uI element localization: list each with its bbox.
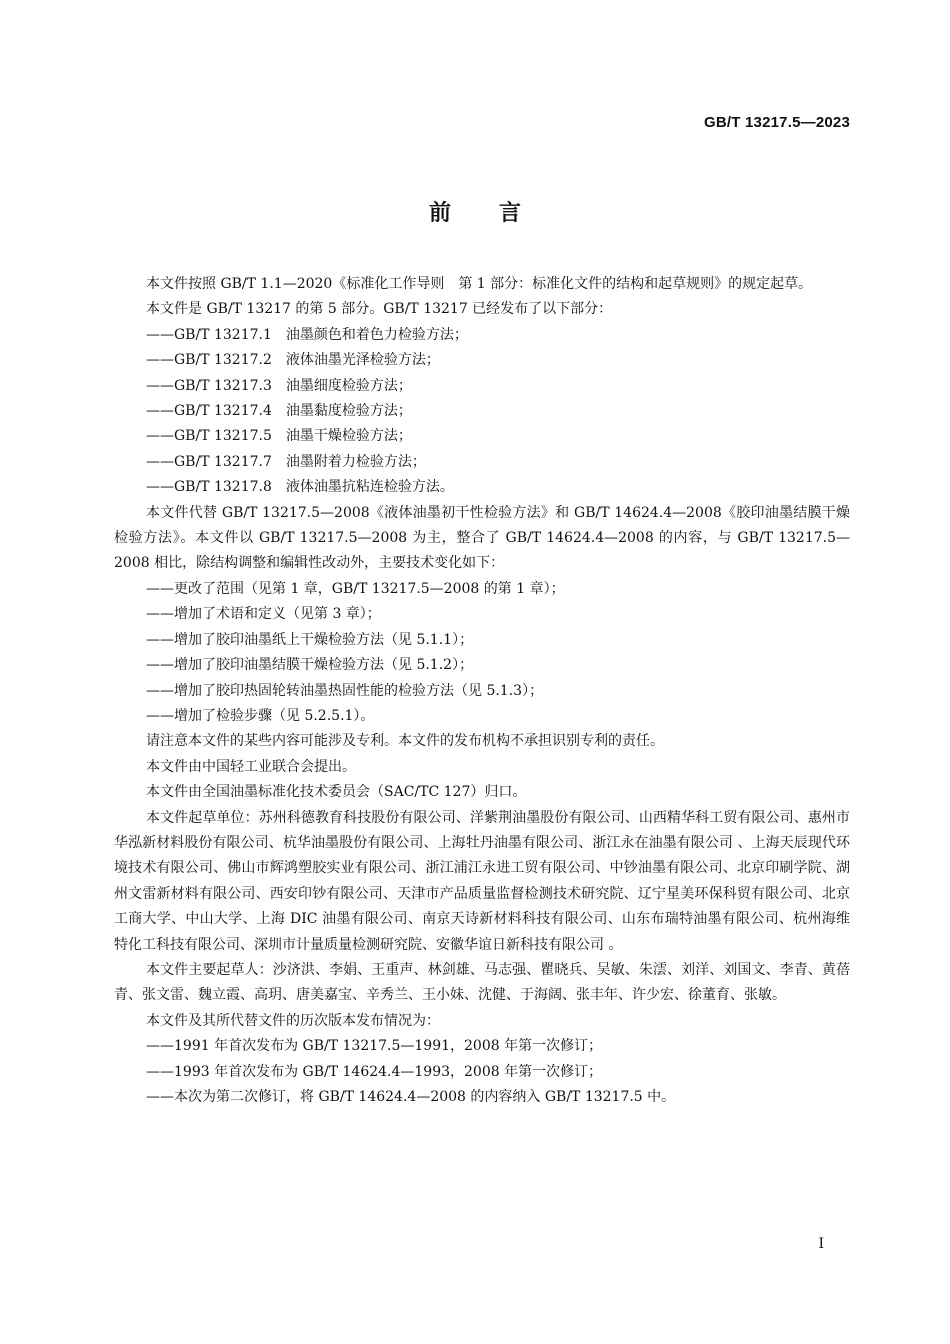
list-item-part-1: ——GB/T 13217.1 油墨颜色和着色力检验方法； (146, 326, 468, 343)
list-item-part-5: ——GB/T 13217.5 油墨干燥检验方法； (146, 428, 412, 445)
paragraph-proposer: 本文件由中国轻工业联合会提出。 (146, 758, 356, 775)
list-item-part-8: ——GB/T 13217.8 液体油墨抗粘连检验方法。 (146, 479, 454, 496)
paragraph-committee: 本文件由全国油墨标准化技术委员会（SAC/TC 127）归口。 (146, 784, 527, 801)
list-item-history-current: ——本次为第二次修订，将 GB/T 14624.4—2008 的内容纳入 GB/T 13217.5 中。 (146, 1089, 676, 1105)
page-title: 前言 (428, 201, 569, 226)
list-item-change-terms: ——增加了术语和定义（见第 3 章）； (146, 606, 381, 623)
list-item-change-5-2-5-1: ——增加了检验步骤（见 5.2.5.1）。 (146, 707, 375, 724)
paragraph-part-info: 本文件是 GB/T 13217 的第 5 部分。GB/T 13217 已经发布了以下部分： (146, 301, 613, 318)
paragraph-drafting-units: 本文件起草单位：苏州科德教育科技股份有限公司、洋紫荆油墨股份有限公司、山西精华科工贸有限公司、惠州市华泓新材料股份有限公司、杭华油墨股份有限公司、上海牡丹油墨有限公司、浙江永在油墨有限公司 、上海天辰现代环境技术有限公司、佛山市辉鸿塑胶实业有限公司、浙江浦江永进工贸有限公司、中钞油墨有限公司、北京印刷学院、湖州文雷新材料有限公司、西安印钞有限公司、天津市产品质量监督检测技术研究院、辽宁星美环保科贸有限公司、北京工商大学、中山大学、上海 DIC 油墨有限公司、南京天诗新材料科技有限公司、山东布瑞特油墨有限公司、杭州海维特化工科技有限公司、深圳市计量质量检测研究院、安徽华谊日新科技有限公司 。 (114, 809, 850, 953)
list-item-history-1991: ——1991 年首次发布为 GB/T 13217.5—1991，2008 年第一次修订； (146, 1038, 603, 1055)
list-item-part-3: ——GB/T 13217.3 油墨细度检验方法； (146, 377, 412, 394)
list-item-change-5-1-1: ——增加了胶印油墨纸上干燥检验方法（见 5.1.1）； (146, 631, 474, 648)
list-item-change-5-1-3: ——增加了胶印热固轮转油墨热固性能的检验方法（见 5.1.3）； (146, 682, 544, 699)
paragraph-history-intro: 本文件及其所代替文件的历次版本发布情况为： (146, 1012, 440, 1029)
paragraph-drafters: 本文件主要起草人：沙济洪、李娟、王重声、林剑雄、马志强、瞿晓兵、吴敏、朱澐、刘洋、刘国文、李青、黄蓓青、张文雷、魏立霞、高玥、唐美嘉宝、辛秀兰、王小妹、沈健、于海阔、张丰年、许少宏、徐董育、张敏。 (114, 961, 850, 1004)
list-item-part-4: ——GB/T 13217.4 油墨黏度检验方法； (146, 403, 412, 420)
list-item-history-1993: ——1993 年首次发布为 GB/T 14624.4—1993，2008 年第一次修订； (146, 1063, 603, 1080)
list-item-change-5-1-2: ——增加了胶印油墨结膜干燥检验方法（见 5.1.2）； (146, 657, 474, 674)
paragraph-replacement: 本文件代替 GB/T 13217.5—2008《液体油墨初干性检验方法》和 GB/T 14624.4—2008《胶印油墨结膜干燥检验方法》。本文件以 GB/T 13217.5—2008 为主，整合了 GB/T 14624.4—2008 的内容，与 GB/T 13217.5—2008 相比，除结构调整和编辑性改动外，主要技术变化如下： (114, 504, 850, 572)
paragraph-patent-notice: 请注意本文件的某些内容可能涉及专利。本文件的发布机构不承担识别专利的责任。 (146, 733, 664, 750)
foreword-body (114, 272, 850, 1110)
page-number: I (818, 1236, 824, 1252)
paragraph-drafting-rules: 本文件按照 GB/T 1.1—2020《标准化工作导则 第 1 部分：标准化文件的结构和起草规则》的规定起草。 (146, 276, 813, 292)
list-item-part-2: ——GB/T 13217.2 液体油墨光泽检验方法； (146, 352, 440, 369)
list-item-change-scope: ——更改了范围（见第 1 章，GB/T 13217.5—2008 的第 1 章）； (146, 580, 565, 597)
standard-code: GB/T 13217.5—2023 (704, 114, 850, 131)
list-item-part-7: ——GB/T 13217.7 油墨附着力检验方法； (146, 453, 426, 470)
